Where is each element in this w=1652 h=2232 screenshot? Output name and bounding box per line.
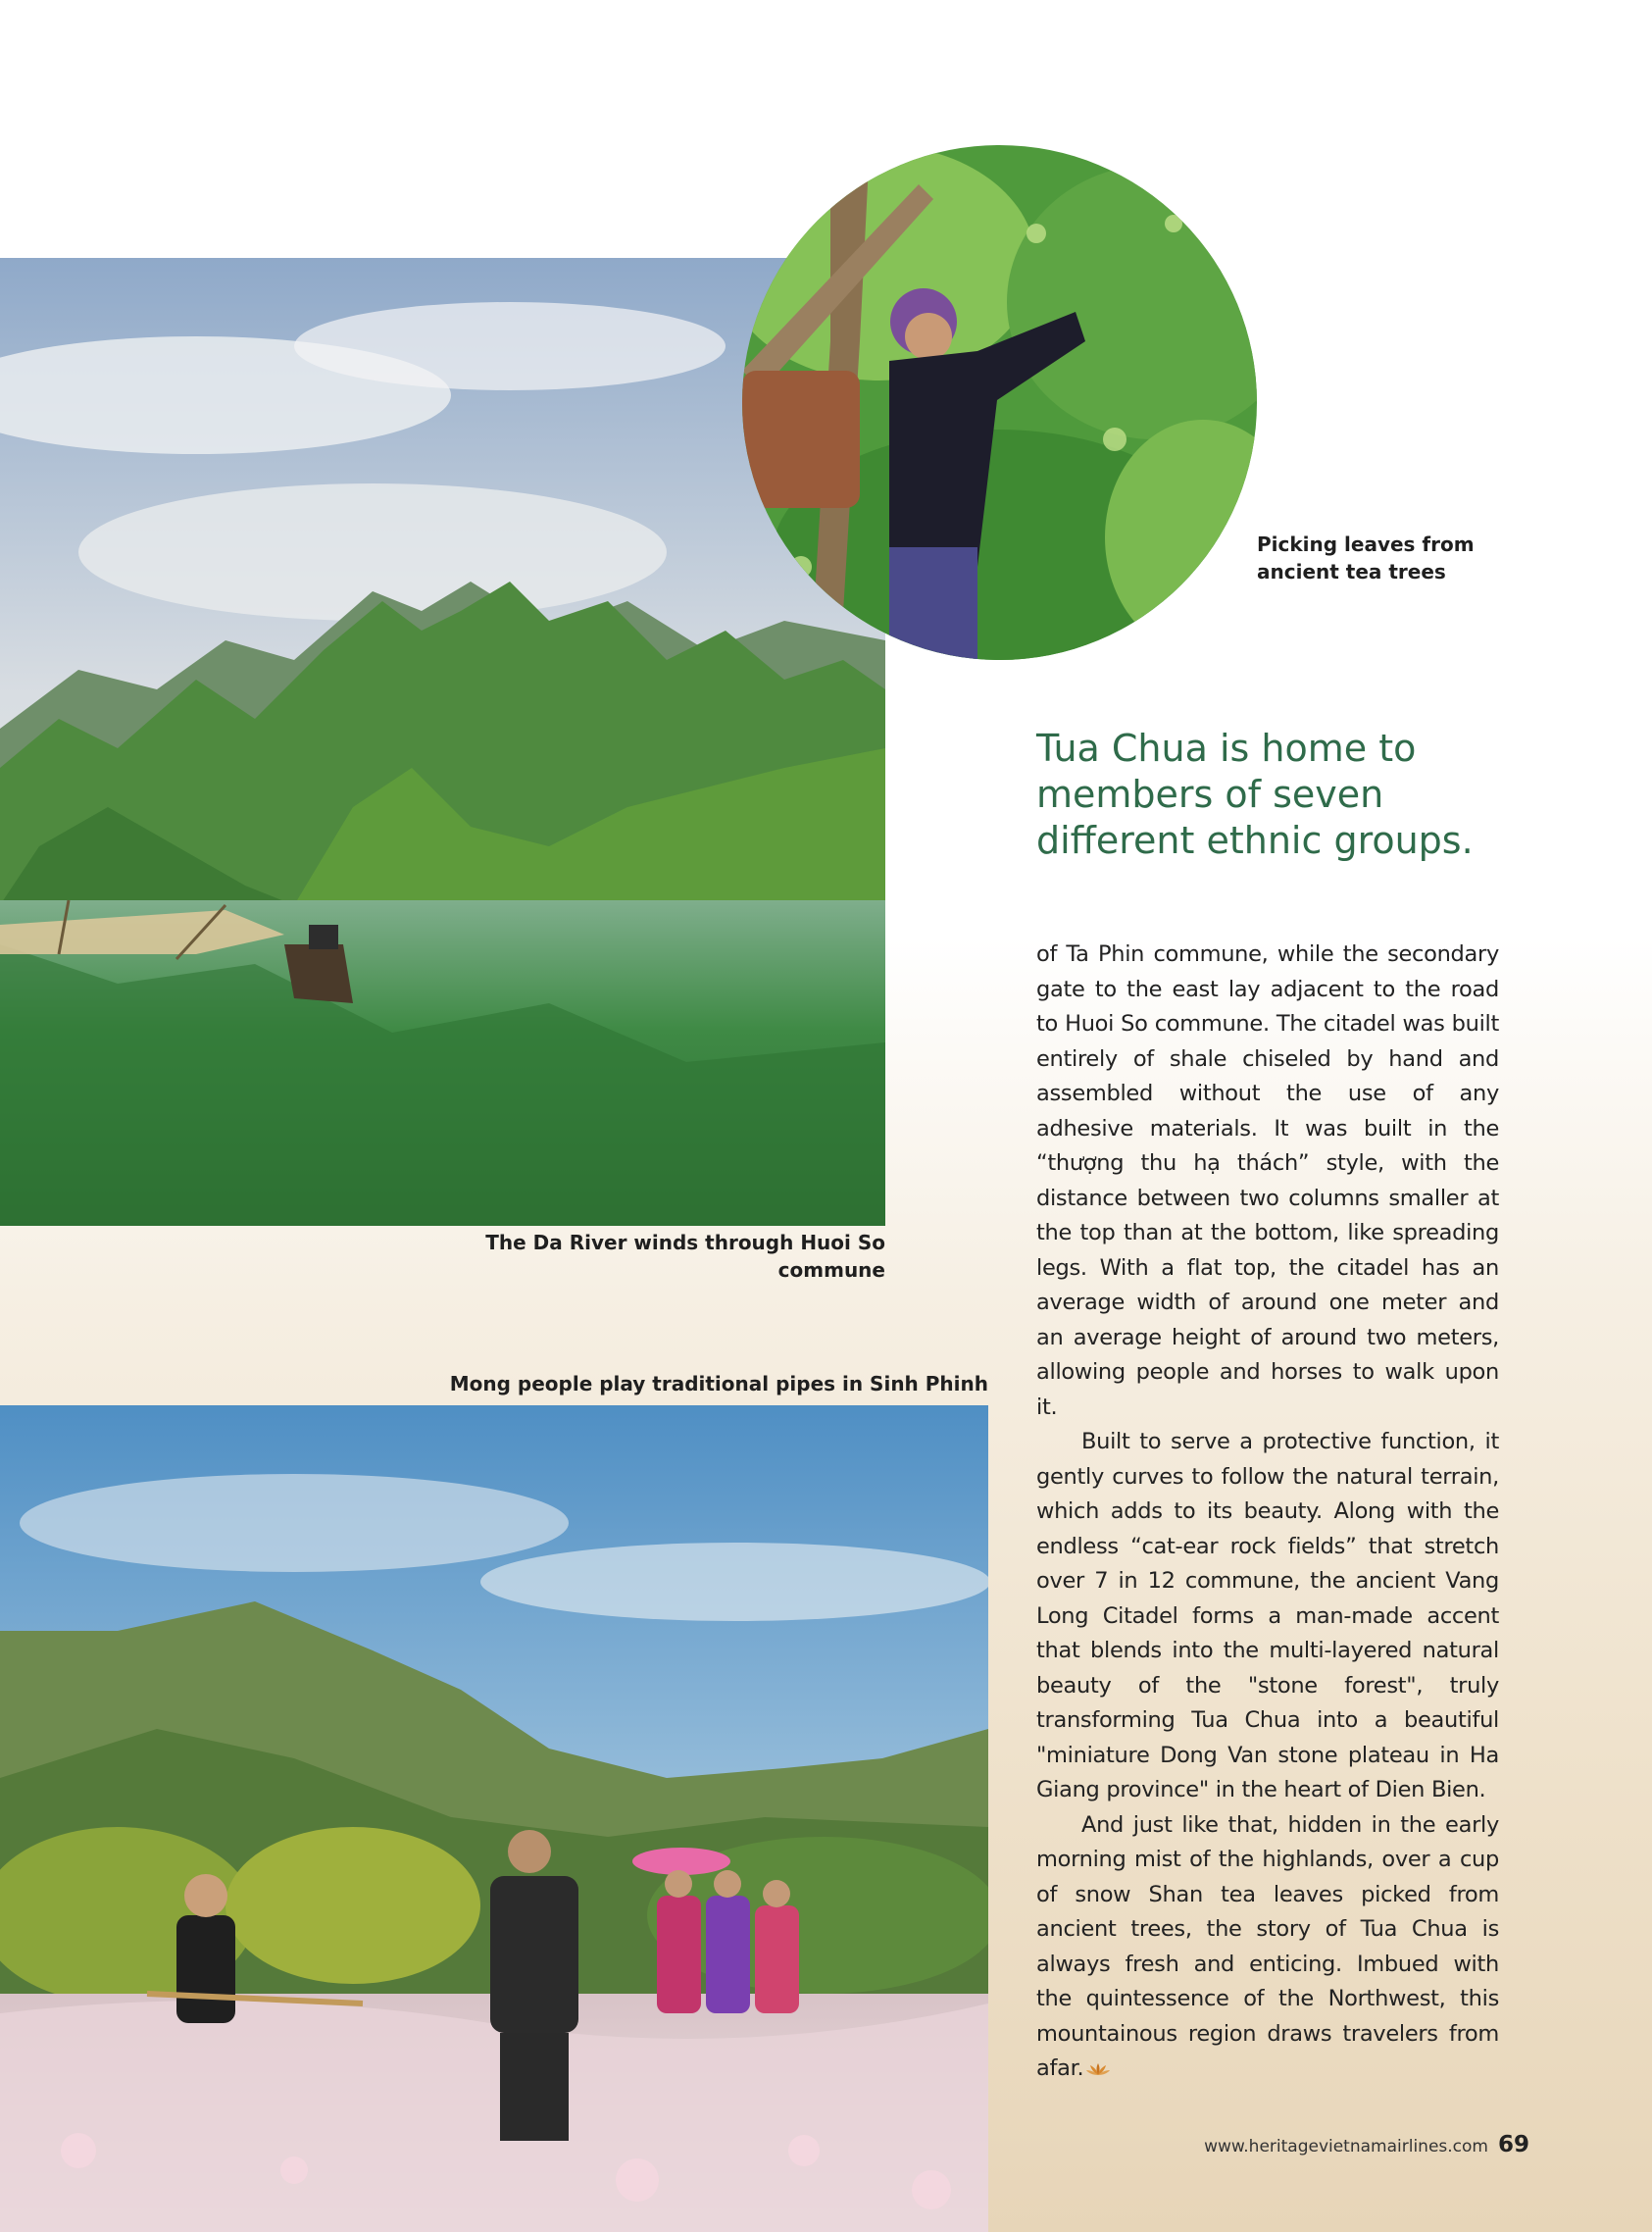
river-photo-caption: The Da River winds through Huoi So commune <box>485 1231 885 1282</box>
article-paragraph-2: Built to serve a protective function, it gently curves to follow the natural terrain, which adds to its beauty. Along with the endless “cat-ear rock fields” that stretch over 7 in 12 commune, the ancient Vang Long Citadel forms a man-made accent that blends into the multi-layered natural beauty of the "stone forest", truly transforming Tua Chua into a beautiful "miniature Dong Van stone plateau in Ha Giang province" in the heart of Dien Bien. <box>1036 1429 1499 1802</box>
article-paragraph-1: of Ta Phin commune, while the secondary gate to the east lay adjacent to the road to Huoi So commune. The citadel was built entirely of shale chiseled by hand and assembled without the use of any adhesive materials. It was built in the “thượng thu hạ thách” style, with the distance between two columns smaller at the top than at the bottom, like spreading legs. With a flat top, the citadel has an average width of around one meter and an average height of around two meters, allowing people and horses to walk upon it. <box>1036 941 1499 1420</box>
article-paragraph-3 <box>1036 1808 1499 2087</box>
article-paragraph-3-text: And just like that, hidden in the early morning mist of the highlands, over a cup of snow Shan tea leaves picked from ancient trees, the story of Tua Chua is always fresh and enticing. Imbued with the quintessence of the Northwest, this mountainous region draws travelers from afar. <box>1036 1811 1499 2081</box>
lotus-icon <box>1085 2061 1111 2077</box>
tea-caption-line1: Picking leaves from <box>1257 533 1475 556</box>
tea-picking-photo <box>742 145 1257 660</box>
pipes-photo <box>0 1405 988 2232</box>
pull-quote <box>1036 726 1487 864</box>
pull-quote-line1: Tua Chua is home to <box>1036 727 1417 770</box>
article-body <box>1036 938 1499 2087</box>
pull-quote-line2: members of seven <box>1036 773 1384 816</box>
pipes-photo-caption: Mong people play traditional pipes in Sinh Phinh <box>449 1372 988 1395</box>
pipes-photo-illustration <box>0 1405 988 2232</box>
page-footer <box>1204 2132 1529 2161</box>
tea-caption-line2: ancient tea trees <box>1257 560 1446 583</box>
tea-photo-illustration <box>742 145 1257 660</box>
pull-quote-line3: different ethnic groups. <box>1036 819 1474 862</box>
footer-url: www.heritagevietnamairlines.com <box>1204 2137 1488 2156</box>
tea-photo-caption <box>1257 531 1492 585</box>
page-number: 69 <box>1497 2132 1529 2157</box>
